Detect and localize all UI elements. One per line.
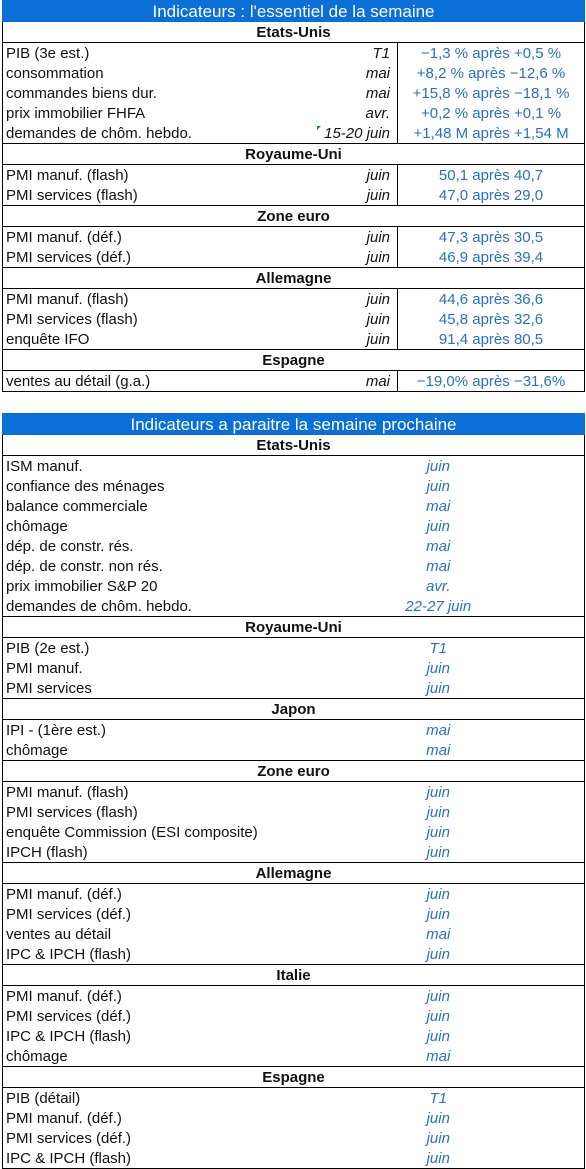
indicator-label: PMI services (flash): [3, 309, 233, 329]
table-gap: [2, 392, 584, 413]
indicator-row: [3, 103, 585, 123]
section-title: Etats-Unis: [3, 435, 585, 456]
indicator-value: 47,3 après 30,5: [398, 227, 585, 248]
indicator-period: mai: [293, 720, 585, 741]
indicator-period: [233, 43, 398, 64]
indicator-row: [3, 329, 585, 350]
section-header-row: [3, 863, 585, 884]
indicator-label: IPC & IPCH (flash): [3, 944, 293, 965]
indicator-row: [3, 1006, 585, 1026]
upcoming-indicators-table: [2, 413, 585, 1169]
section-header-row: [3, 699, 585, 720]
indicator-label: balance commerciale: [3, 496, 293, 516]
indicator-label: IPC & IPCH (flash): [3, 1026, 293, 1046]
indicator-value: +1,48 M après +1,54 M: [398, 123, 585, 144]
indicator-label: PMI services (déf.): [3, 904, 293, 924]
indicator-row: [3, 720, 585, 741]
indicator-period: juin: [293, 1108, 585, 1128]
indicator-label: PMI manuf. (déf.): [3, 884, 293, 905]
indicator-row: [3, 904, 585, 924]
period-text: juin: [366, 186, 390, 204]
indicator-row: [3, 944, 585, 965]
indicator-period: [233, 309, 398, 329]
indicator-row: [3, 884, 585, 905]
indicator-label: PIB (3e est.): [3, 43, 233, 64]
indicator-period: juin: [293, 456, 585, 477]
indicator-period: [233, 227, 398, 248]
table-title-row: [3, 414, 585, 435]
indicator-row: [3, 740, 585, 761]
indicator-label: demandes de chôm. hebdo.: [3, 123, 233, 144]
indicator-value: 91,4 après 80,5: [398, 329, 585, 350]
indicator-label: dép. de constr. non rés.: [3, 556, 293, 576]
indicator-label: confiance des ménages: [3, 476, 293, 496]
indicator-label: chômage: [3, 516, 293, 536]
period-text: avr.: [365, 104, 390, 122]
indicator-value: 50,1 après 40,7: [398, 165, 585, 186]
indicator-row: [3, 1088, 585, 1109]
section-header-row: [3, 965, 585, 986]
indicator-period: juin: [293, 842, 585, 863]
table-title: Indicateurs : l'essentiel de la semaine: [3, 1, 585, 22]
indicator-period: juin: [293, 1148, 585, 1169]
indicator-row: [3, 802, 585, 822]
section-header-row: [3, 435, 585, 456]
period-text: juin: [366, 228, 390, 246]
indicator-label: ISM manuf.: [3, 456, 293, 477]
indicator-row: [3, 227, 585, 248]
section-header-row: [3, 22, 585, 43]
weekly-indicators-table: [2, 0, 585, 392]
indicator-label: chômage: [3, 1046, 293, 1067]
indicator-label: PMI manuf. (flash): [3, 289, 233, 310]
indicator-period: mai: [293, 1046, 585, 1067]
indicator-row: [3, 576, 585, 596]
indicator-label: ventes au détail (g.a.): [3, 371, 233, 392]
indicator-period: [233, 123, 398, 144]
section-header-row: [3, 761, 585, 782]
indicator-label: PMI services: [3, 678, 293, 699]
indicator-row: [3, 556, 585, 576]
section-title: Japon: [3, 699, 585, 720]
period-text: T1: [372, 44, 390, 62]
indicator-row: [3, 822, 585, 842]
indicator-period: juin: [293, 822, 585, 842]
indicator-row: [3, 924, 585, 944]
indicator-row: [3, 63, 585, 83]
indicator-period: juin: [293, 516, 585, 536]
indicator-row: [3, 1046, 585, 1067]
indicator-label: IPCH (flash): [3, 842, 293, 863]
period-text: mai: [365, 84, 390, 102]
indicator-label: demandes de chôm. hebdo.: [3, 596, 293, 617]
indicator-label: PMI manuf. (flash): [3, 165, 233, 186]
indicator-period: mai: [293, 740, 585, 761]
indicator-period: mai: [293, 536, 585, 556]
indicator-row: [3, 658, 585, 678]
indicator-period: [233, 185, 398, 206]
indicator-row: [3, 986, 585, 1007]
indicator-row: [3, 842, 585, 863]
section-title: Royaume-Uni: [3, 617, 585, 638]
indicator-value: 44,6 après 36,6: [398, 289, 585, 310]
indicator-label: PMI manuf.: [3, 658, 293, 678]
indicator-value: 46,9 après 39,4: [398, 247, 585, 268]
indicator-value: −19,0% après −31,6%: [398, 371, 585, 392]
indicator-row: [3, 83, 585, 103]
section-title: Etats-Unis: [3, 22, 585, 43]
indicator-period: juin: [293, 476, 585, 496]
period-text: juin: [366, 166, 390, 184]
section-header-row: [3, 1067, 585, 1088]
indicator-label: dép. de constr. rés.: [3, 536, 293, 556]
indicator-label: ventes au détail: [3, 924, 293, 944]
indicator-row: [3, 1026, 585, 1046]
indicator-row: [3, 185, 585, 206]
indicator-row: [3, 596, 585, 617]
indicator-label: prix immobilier FHFA: [3, 103, 233, 123]
table-title-row: [3, 1, 585, 22]
section-title: Espagne: [3, 1067, 585, 1088]
indicator-row: [3, 456, 585, 477]
indicator-period: juin: [293, 1026, 585, 1046]
period-text: juin: [366, 248, 390, 266]
indicator-label: PMI services (flash): [3, 185, 233, 206]
indicator-period: T1: [293, 1088, 585, 1109]
section-header-row: [3, 144, 585, 165]
indicator-period: [233, 371, 398, 392]
indicator-period: [233, 289, 398, 310]
indicator-period: juin: [293, 1128, 585, 1148]
indicator-row: [3, 165, 585, 186]
period-text: 15-20 juin: [324, 124, 390, 142]
comment-marker-icon: [317, 126, 321, 130]
indicator-row: [3, 309, 585, 329]
indicator-period: avr.: [293, 576, 585, 596]
indicator-period: [233, 165, 398, 186]
indicator-period: juin: [293, 944, 585, 965]
indicator-label: enquête Commission (ESI composite): [3, 822, 293, 842]
section-header-row: [3, 268, 585, 289]
indicator-label: PMI services (déf.): [3, 247, 233, 268]
indicator-period: 22-27 juin: [293, 596, 585, 617]
indicator-label: PMI manuf. (déf.): [3, 227, 233, 248]
indicator-period: [233, 103, 398, 123]
indicator-label: PMI manuf. (déf.): [3, 1108, 293, 1128]
indicator-period: juin: [293, 802, 585, 822]
indicator-label: prix immobilier S&P 20: [3, 576, 293, 596]
indicator-value: +8,2 % après −12,6 %: [398, 63, 585, 83]
indicator-value: 45,8 après 32,6: [398, 309, 585, 329]
indicator-row: [3, 123, 585, 144]
section-title: Allemagne: [3, 268, 585, 289]
indicator-period: mai: [293, 556, 585, 576]
indicator-period: [233, 247, 398, 268]
section-title: Royaume-Uni: [3, 144, 585, 165]
period-text: juin: [366, 330, 390, 348]
indicator-label: IPI - (1ère est.): [3, 720, 293, 741]
section-title: Allemagne: [3, 863, 585, 884]
period-text: mai: [365, 64, 390, 82]
indicator-period: juin: [293, 1006, 585, 1026]
indicator-period: mai: [293, 924, 585, 944]
indicator-period: [233, 63, 398, 83]
indicator-period: juin: [293, 782, 585, 803]
indicator-period: juin: [293, 658, 585, 678]
indicator-period: juin: [293, 884, 585, 905]
indicator-row: [3, 289, 585, 310]
indicator-period: juin: [293, 986, 585, 1007]
indicator-label: PIB (2e est.): [3, 638, 293, 659]
indicator-row: [3, 1148, 585, 1169]
indicator-row: [3, 1128, 585, 1148]
indicator-row: [3, 638, 585, 659]
period-text: mai: [365, 372, 390, 390]
section-title: Zone euro: [3, 761, 585, 782]
indicator-label: chômage: [3, 740, 293, 761]
indicator-label: PIB (détail): [3, 1088, 293, 1109]
indicator-row: [3, 476, 585, 496]
indicator-row: [3, 516, 585, 536]
indicator-period: juin: [293, 678, 585, 699]
section-header-row: [3, 617, 585, 638]
indicator-period: juin: [293, 904, 585, 924]
indicator-period: T1: [293, 638, 585, 659]
section-header-row: [3, 206, 585, 227]
indicator-period: [233, 329, 398, 350]
indicator-value: 47,0 après 29,0: [398, 185, 585, 206]
indicator-label: PMI manuf. (flash): [3, 782, 293, 803]
indicator-label: commandes biens dur.: [3, 83, 233, 103]
indicator-row: [3, 43, 585, 64]
indicator-value: +15,8 % après −18,1 %: [398, 83, 585, 103]
indicator-period: mai: [293, 496, 585, 516]
indicator-label: PMI services (déf.): [3, 1006, 293, 1026]
indicator-value: −1,3 % après +0,5 %: [398, 43, 585, 64]
indicator-label: enquête IFO: [3, 329, 233, 350]
indicator-row: [3, 1108, 585, 1128]
indicator-row: [3, 247, 585, 268]
indicator-label: PMI manuf. (déf.): [3, 986, 293, 1007]
indicator-label: IPC & IPCH (flash): [3, 1148, 293, 1169]
indicator-row: [3, 496, 585, 516]
period-text: juin: [366, 290, 390, 308]
indicator-row: [3, 782, 585, 803]
indicator-label: PMI services (flash): [3, 802, 293, 822]
indicator-value: +0,2 % après +0,1 %: [398, 103, 585, 123]
table-title: Indicateurs a paraitre la semaine prochaine: [3, 414, 585, 435]
indicator-label: consommation: [3, 63, 233, 83]
section-title: Italie: [3, 965, 585, 986]
indicator-label: PMI services (déf.): [3, 1128, 293, 1148]
section-title: Espagne: [3, 350, 585, 371]
section-header-row: [3, 350, 585, 371]
indicator-period: [233, 83, 398, 103]
indicator-row: [3, 371, 585, 392]
indicator-row: [3, 678, 585, 699]
indicator-row: [3, 536, 585, 556]
period-text: juin: [366, 310, 390, 328]
section-title: Zone euro: [3, 206, 585, 227]
